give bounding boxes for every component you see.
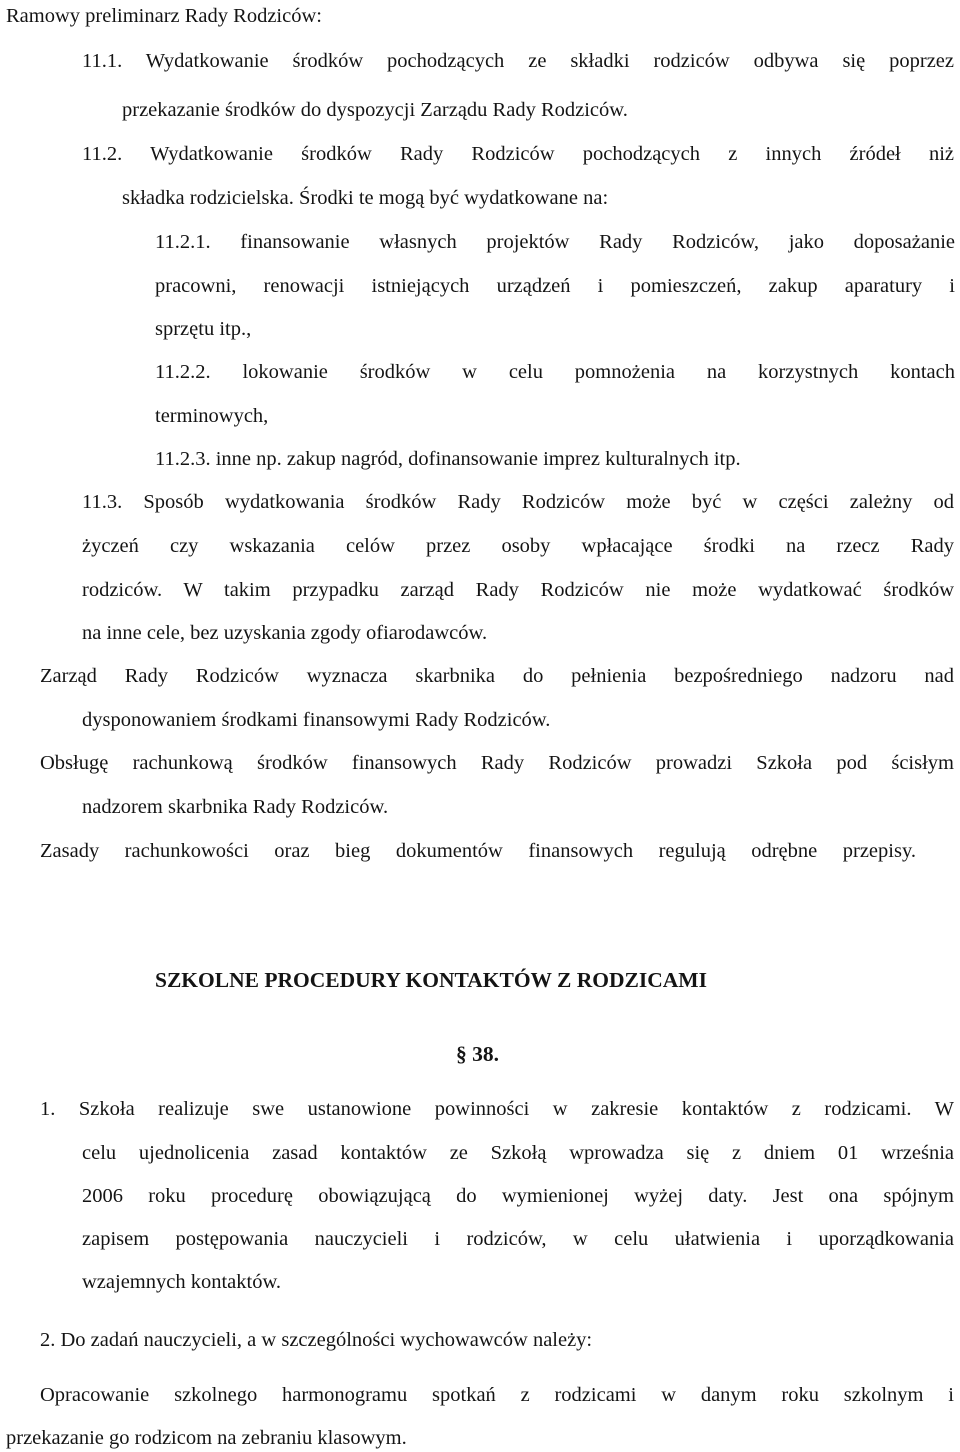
text-line: Obsługę rachunkową środków finansowych Rady Rodziców prowadzi Szkoła pod ścisłym xyxy=(40,752,954,774)
text-line: składka rodzicielska. Środki te mogą być wydatkowane na: xyxy=(122,187,609,209)
text-line: sprzętu itp., xyxy=(155,318,252,340)
text-line: na inne cele, bez uzyskania zgody ofiarodawców. xyxy=(82,622,488,644)
text-line: Zasady rachunkowości oraz bieg dokumentów finansowych regulują odrębne przepisy. xyxy=(40,840,916,862)
text-line: 11.2.3. inne np. zakup nagród, dofinansowanie imprez kulturalnych itp. xyxy=(155,448,741,470)
text-line: Opracowanie szkolnego harmonogramu spotkań z rodzicami w danym roku szkolnym i xyxy=(40,1384,954,1406)
text-line: Ramowy preliminarz Rady Rodziców: xyxy=(6,5,322,27)
text-line: 11.1. Wydatkowanie środków pochodzących ze składki rodziców odbywa się poprzez xyxy=(82,50,954,72)
text-line: wzajemnych kontaktów. xyxy=(82,1271,282,1293)
text-line: 11.2.2. lokowanie środków w celu pomnożenia na korzystnych kontach xyxy=(155,361,955,383)
text-line: rodziców. W takim przypadku zarząd Rady Rodziców nie może wydatkować środków xyxy=(82,579,954,601)
text-line: życzeń czy wskazania celów przez osoby wpłacające środki na rzecz Rady xyxy=(82,535,954,557)
text-line: 2006 roku procedurę obowiązującą do wymienionej wyżej daty. Jest ona spójnym xyxy=(82,1185,954,1207)
text-line: zapisem postępowania nauczycieli i rodziców, w celu ułatwienia i uporządkowania xyxy=(82,1228,954,1250)
text-line: pracowni, renowacji istniejących urządzeń i pomieszczeń, zakup aparatury i xyxy=(155,275,955,297)
text-line: 11.2. Wydatkowanie środków Rady Rodziców pochodzących z innych źródeł niż xyxy=(82,143,954,165)
text-line: przekazanie go rodzicom na zebraniu klasowym. xyxy=(6,1427,407,1449)
text-line: dysponowaniem środkami finansowymi Rady Rodziców. xyxy=(82,709,551,731)
text-line: celu ujednolicenia zasad kontaktów ze Szkołą wprowadza się z dniem 01 września xyxy=(82,1142,954,1164)
section-heading: SZKOLNE PROCEDURY KONTAKTÓW Z RODZICAMI xyxy=(155,968,707,992)
text-line: 11.3. Sposób wydatkowania środków Rady Rodziców może być w części zależny od xyxy=(82,491,954,513)
text-line: terminowych, xyxy=(155,405,269,427)
text-line: 2. Do zadań nauczycieli, a w szczególności wychowawców należy: xyxy=(40,1329,593,1351)
text-line: Zarząd Rady Rodziców wyznacza skarbnika do pełnienia bezpośredniego nadzoru nad xyxy=(40,665,954,687)
text-line: nadzorem skarbnika Rady Rodziców. xyxy=(82,796,389,818)
paragraph-number: § 38. xyxy=(456,1042,499,1066)
text-line: 11.2.1. finansowanie własnych projektów Rady Rodziców, jako doposażanie xyxy=(155,231,955,253)
text-line: 1. Szkoła realizuje swe ustanowione powinności w zakresie kontaktów z rodzicami. W xyxy=(40,1098,954,1120)
text-line: przekazanie środków do dyspozycji Zarządu Rady Rodziców. xyxy=(122,99,628,121)
